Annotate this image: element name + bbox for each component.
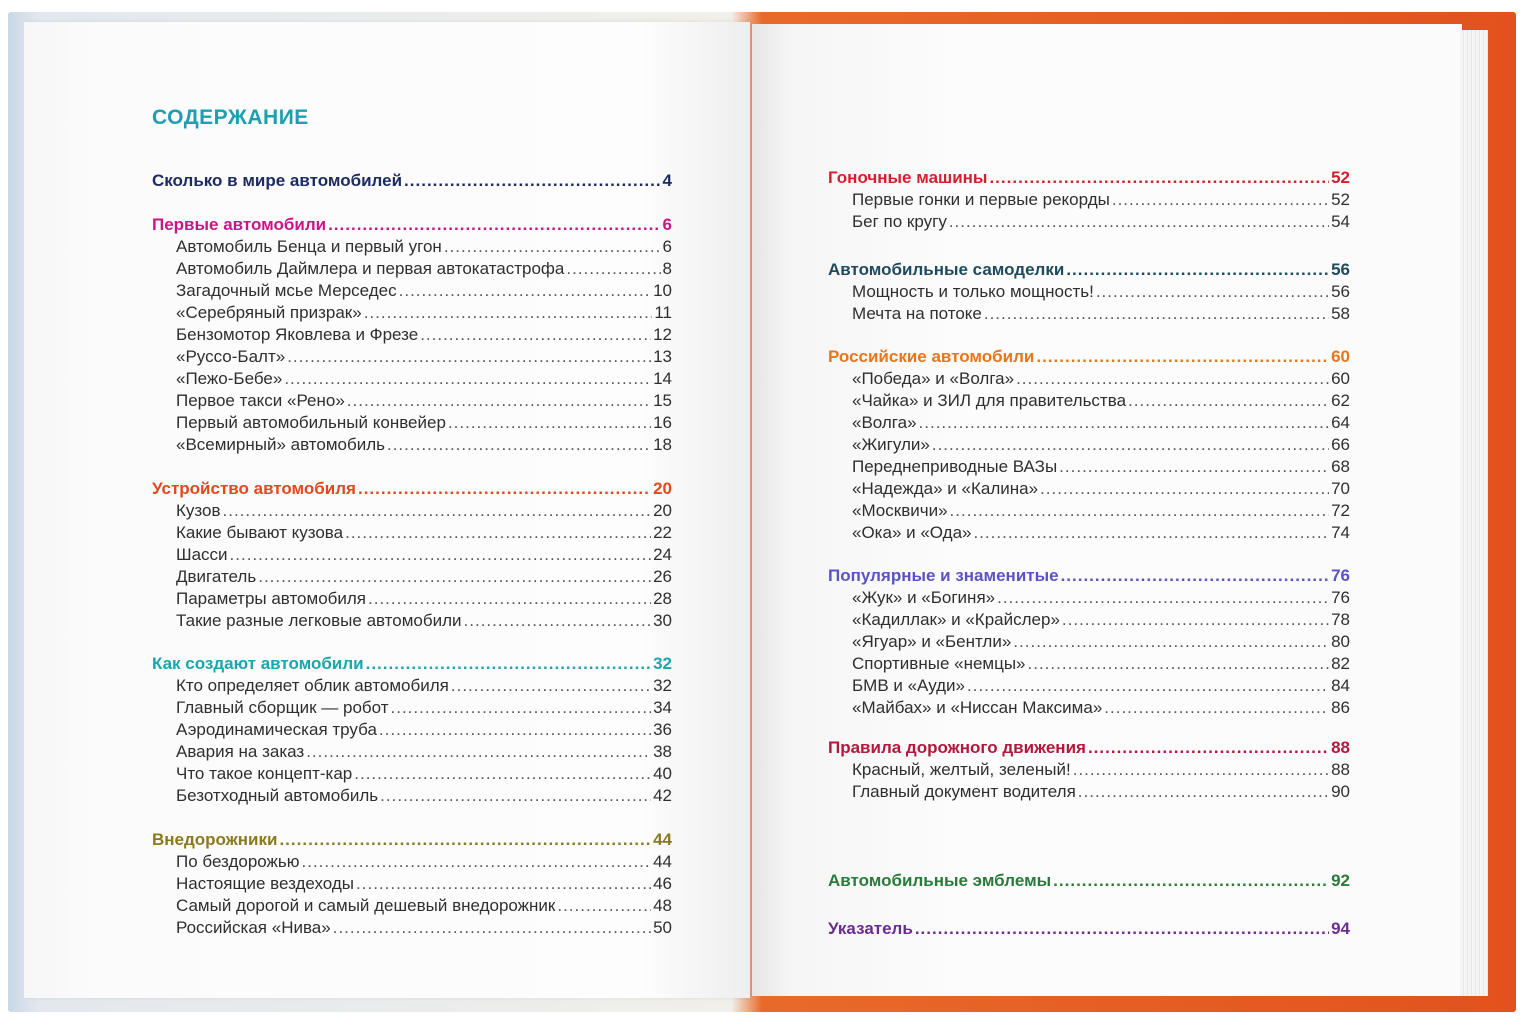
toc-page-number: 66: [1331, 435, 1350, 454]
toc-dot-leader: [356, 873, 651, 895]
toc-section-right-25: [828, 870, 1350, 892]
toc-title: Параметры автомобиля: [176, 589, 367, 608]
toc-entry-right-11: [852, 456, 1350, 478]
toc-page-number: 52: [1331, 190, 1350, 209]
toc-dot-leader: [997, 587, 1329, 609]
toc-entry-right-7: [852, 368, 1350, 390]
toc-title: «Победа» и «Волга»: [852, 369, 1015, 388]
toc-dot-leader: [258, 566, 651, 588]
toc-dot-leader: [949, 211, 1329, 233]
toc-page-number: 14: [653, 369, 672, 388]
toc-title: Первые гонки и первые рекорды: [852, 190, 1110, 209]
toc-page-number: 12: [653, 325, 672, 344]
toc-entry-right-13: [852, 500, 1350, 522]
toc-dot-leader: [302, 851, 652, 873]
toc-page-number: 6: [662, 237, 672, 256]
toc-title: Кузов: [176, 501, 221, 520]
toc-title: Указатель: [828, 919, 913, 938]
toc-page-number: 94: [1331, 919, 1350, 938]
toc-dot-leader: [380, 785, 651, 807]
toc-page-number: 16: [653, 413, 672, 432]
toc-entry-right-14: [852, 522, 1350, 544]
toc-page-number: 34: [653, 698, 672, 717]
toc-dot-leader: [391, 697, 652, 719]
toc-entry-left-18: [176, 610, 672, 632]
page-edges: [1460, 30, 1488, 996]
toc-dot-leader: [287, 346, 651, 368]
toc-entry-left-21: [176, 697, 672, 719]
toc-title: «Руссо-Балт»: [176, 347, 286, 366]
toc-entry-left-24: [176, 763, 672, 785]
toc-dot-leader: [347, 390, 651, 412]
toc-dot-leader: [1112, 189, 1329, 211]
toc-title: Самый дорогой и самый дешевый внедорожник: [176, 896, 556, 915]
toc-entry-left-14: [176, 522, 672, 544]
toc-dot-leader: [230, 544, 652, 566]
toc-page-number: 10: [653, 281, 672, 300]
toc-dot-leader: [328, 214, 660, 236]
toc-title: «Волга»: [852, 413, 917, 432]
toc-page-number: 90: [1331, 782, 1350, 801]
toc-entry-left-28: [176, 873, 672, 895]
toc-title: Мечта на потоке: [852, 304, 982, 323]
toc-section-right-3: [828, 259, 1350, 281]
toc-page-number: 20: [653, 501, 672, 520]
toc-dot-leader: [306, 741, 651, 763]
toc-entry-left-5: [176, 302, 672, 324]
toc-section-right-0: [828, 167, 1350, 189]
toc-dot-leader: [366, 653, 651, 675]
toc-page-number: 11: [654, 303, 672, 322]
toc-section-right-15: [828, 565, 1350, 587]
toc-entry-right-9: [852, 412, 1350, 434]
toc-entry-right-4: [852, 281, 1350, 303]
toc-entry-right-10: [852, 434, 1350, 456]
toc-page-number: 64: [1331, 413, 1350, 432]
toc-section-left-12: [152, 478, 672, 500]
toc-title: Такие разные легковые автомобили: [176, 611, 462, 630]
toc-dot-leader: [387, 434, 651, 456]
toc-page-number: 76: [1331, 566, 1350, 585]
toc-entry-left-6: [176, 324, 672, 346]
toc-page-number: 26: [653, 567, 672, 586]
toc-title: Первые автомобили: [152, 215, 327, 234]
toc-entry-left-27: [176, 851, 672, 873]
toc-title: «Жигули»: [852, 435, 930, 454]
toc-heading: СОДЕРЖАНИЕ: [152, 106, 309, 129]
toc-page-number: 15: [653, 391, 672, 410]
toc-entry-left-29: [176, 895, 672, 917]
toc-dot-leader: [1040, 478, 1329, 500]
toc-title: Автомобильные самоделки: [828, 260, 1065, 279]
toc-section-left-19: [152, 653, 672, 675]
toc-entry-right-16: [852, 587, 1350, 609]
toc-title: «Москвичи»: [852, 501, 948, 520]
toc-dot-leader: [284, 368, 651, 390]
toc-dot-leader: [1066, 259, 1329, 281]
toc-entry-right-24: [852, 781, 1350, 803]
toc-title: Внедорожники: [152, 830, 278, 849]
toc-dot-leader: [333, 917, 651, 939]
toc-entry-left-20: [176, 675, 672, 697]
toc-entry-right-18: [852, 631, 1350, 653]
toc-page-number: 54: [1331, 212, 1350, 231]
toc-title: По бездорожью: [176, 852, 300, 871]
toc-entry-left-23: [176, 741, 672, 763]
toc-page-number: 60: [1331, 347, 1350, 366]
toc-page-number: 32: [653, 676, 672, 695]
toc-title: Авария на заказ: [176, 742, 305, 761]
toc-entry-right-23: [852, 759, 1350, 781]
toc-page-number: 84: [1331, 676, 1350, 695]
toc-dot-leader: [1061, 565, 1330, 587]
toc-page-number: 18: [653, 435, 672, 454]
toc-title: Кто определяет облик автомобиля: [176, 676, 449, 695]
toc-title: Аэродинамическая труба: [176, 720, 377, 739]
toc-entry-right-5: [852, 303, 1350, 325]
toc-page-number: 60: [1331, 369, 1350, 388]
toc-page-number: 72: [1331, 501, 1350, 520]
toc-title: «Чайка» и ЗИЛ для правительства: [852, 391, 1127, 410]
toc-dot-leader: [444, 236, 661, 258]
toc-dot-leader: [279, 829, 651, 851]
toc-entry-left-4: [176, 280, 672, 302]
toc-title: БМВ и «Ауди»: [852, 676, 966, 695]
toc-title: «Ока» и «Ода»: [852, 523, 972, 542]
toc-title: Гоночные машины: [828, 168, 988, 187]
toc-dot-leader: [1104, 697, 1329, 719]
toc-title: Популярные и знаменитые: [828, 566, 1059, 585]
toc-page-number: 78: [1331, 610, 1350, 629]
toc-title: Бег по кругу: [852, 212, 947, 231]
toc-title: «Пежо-Бебе»: [176, 369, 283, 388]
toc-page-number: 50: [653, 918, 672, 937]
toc-title: Автомобиль Бенца и первый угон: [176, 237, 442, 256]
toc-title: Первый автомобильный конвейер: [176, 413, 446, 432]
toc-dot-leader: [557, 895, 651, 917]
toc-entry-right-2: [852, 211, 1350, 233]
toc-page-number: 82: [1331, 654, 1350, 673]
toc-dot-leader: [1088, 737, 1329, 759]
toc-title: «Майбах» и «Ниссан Максима»: [852, 698, 1103, 717]
toc-dot-leader: [1062, 609, 1329, 631]
toc-page-number: 32: [653, 654, 672, 673]
toc-section-left-0: [152, 170, 672, 192]
toc-entry-left-17: [176, 588, 672, 610]
toc-dot-leader: [404, 170, 660, 192]
toc-title: Спортивные «немцы»: [852, 654, 1026, 673]
toc-title: «Кадиллак» и «Крайслер»: [852, 610, 1060, 629]
toc-page-number: 88: [1331, 738, 1350, 757]
toc-entry-left-9: [176, 390, 672, 412]
toc-section-right-22: [828, 737, 1350, 759]
toc-title: Главный документ водителя: [852, 782, 1076, 801]
toc-entry-right-21: [852, 697, 1350, 719]
toc-entry-left-11: [176, 434, 672, 456]
toc-page-number: 92: [1331, 871, 1350, 890]
toc-page-number: 56: [1331, 260, 1350, 279]
toc-page-number: 88: [1331, 760, 1350, 779]
toc-title: Безотходный автомобиль: [176, 786, 379, 805]
toc-entry-right-19: [852, 653, 1350, 675]
toc-dot-leader: [984, 303, 1329, 325]
toc-entry-right-17: [852, 609, 1350, 631]
toc-page-number: 68: [1331, 457, 1350, 476]
toc-title: Мощность и только мощность!: [852, 282, 1094, 301]
toc-dot-leader: [451, 675, 651, 697]
toc-dot-leader: [1028, 653, 1330, 675]
toc-title: Главный сборщик — робот: [176, 698, 389, 717]
toc-title: «Ягуар» и «Бентли»: [852, 632, 1012, 651]
toc-title: Что такое концепт-кар: [176, 764, 353, 783]
toc-title: Как создают автомобили: [152, 654, 364, 673]
toc-dot-leader: [420, 324, 651, 346]
toc-entry-right-1: [852, 189, 1350, 211]
toc-entry-left-2: [176, 236, 672, 258]
toc-title: Российские автомобили: [828, 347, 1035, 366]
toc-page-number: 8: [662, 259, 672, 278]
toc-page-number: 38: [653, 742, 672, 761]
toc-page-number: 40: [653, 764, 672, 783]
toc-page-number: 28: [653, 589, 672, 608]
toc-title: «Жук» и «Богиня»: [852, 588, 996, 607]
toc-dot-leader: [1078, 781, 1329, 803]
toc-title: Переднеприводные ВАЗы: [852, 457, 1058, 476]
toc-page-number: 70: [1331, 479, 1350, 498]
toc-title: Сколько в мире автомобилей: [152, 171, 403, 190]
toc-section-left-26: [152, 829, 672, 851]
toc-title: Двигатель: [176, 567, 257, 586]
toc-entry-left-22: [176, 719, 672, 741]
toc-dot-leader: [345, 522, 651, 544]
toc-dot-leader: [1096, 281, 1329, 303]
toc-dot-leader: [1128, 390, 1329, 412]
toc-dot-leader: [1013, 631, 1329, 653]
toc-dot-leader: [364, 302, 653, 324]
toc-title: «Надежда» и «Калина»: [852, 479, 1039, 498]
toc-title: Шасси: [176, 545, 228, 564]
toc-page-number: 42: [653, 786, 672, 805]
toc-entry-left-30: [176, 917, 672, 939]
toc-dot-leader: [368, 588, 651, 610]
toc-title: Бензомотор Яковлева и Фрезе: [176, 325, 419, 344]
toc-page-number: 20: [653, 479, 672, 498]
toc-dot-leader: [1053, 870, 1329, 892]
toc-page-number: 30: [653, 611, 672, 630]
toc-page-number: 4: [662, 171, 672, 190]
toc-page-number: 13: [653, 347, 672, 366]
toc-entry-right-12: [852, 478, 1350, 500]
toc-section-right-6: [828, 346, 1350, 368]
toc-page-number: 36: [653, 720, 672, 739]
toc-dot-leader: [1016, 368, 1329, 390]
toc-dot-leader: [1059, 456, 1329, 478]
toc-dot-leader: [1036, 346, 1329, 368]
toc-title: Первое такси «Рено»: [176, 391, 345, 410]
toc-entry-left-3: [176, 258, 672, 280]
toc-page-number: 86: [1331, 698, 1350, 717]
toc-page-number: 46: [653, 874, 672, 893]
toc-title: Правила дорожного движения: [828, 738, 1086, 757]
toc-title: Устройство автомобиля: [152, 479, 356, 498]
toc-title: Российская «Нива»: [176, 918, 331, 937]
toc-dot-leader: [967, 675, 1329, 697]
toc-entry-left-13: [176, 500, 672, 522]
toc-title: «Всемирный» автомобиль: [176, 435, 385, 454]
toc-dot-leader: [448, 412, 651, 434]
toc-entry-right-8: [852, 390, 1350, 412]
toc-entry-right-20: [852, 675, 1350, 697]
toc-page-number: 44: [653, 830, 672, 849]
toc-dot-leader: [358, 478, 651, 500]
toc-section-left-1: [152, 214, 672, 236]
toc-entry-left-8: [176, 368, 672, 390]
toc-title: Загадочный мсье Мерседес: [176, 281, 397, 300]
toc-page-number: 44: [653, 852, 672, 871]
toc-dot-leader: [566, 258, 660, 280]
toc-page-number: 62: [1331, 391, 1350, 410]
toc-page-number: 74: [1331, 523, 1350, 542]
toc-page-number: 80: [1331, 632, 1350, 651]
toc-title: Какие бывают кузова: [176, 523, 344, 542]
toc-entry-left-10: [176, 412, 672, 434]
toc-dot-leader: [223, 500, 652, 522]
toc-title: Красный, желтый, зеленый!: [852, 760, 1071, 779]
toc-dot-leader: [1073, 759, 1329, 781]
toc-dot-leader: [354, 763, 651, 785]
toc-entry-left-7: [176, 346, 672, 368]
toc-page-number: 56: [1331, 282, 1350, 301]
toc-entry-left-25: [176, 785, 672, 807]
toc-title: Настоящие вездеходы: [176, 874, 355, 893]
toc-title: Автомобиль Даймлера и первая автокатастрофа: [176, 259, 565, 278]
toc-dot-leader: [915, 918, 1329, 940]
toc-title: Автомобильные эмблемы: [828, 871, 1052, 890]
toc-section-right-26: [828, 918, 1350, 940]
toc-dot-leader: [932, 434, 1329, 456]
toc-dot-leader: [399, 280, 651, 302]
toc-page-number: 24: [653, 545, 672, 564]
toc-dot-leader: [919, 412, 1330, 434]
toc-title: «Серебряный призрак»: [176, 303, 362, 322]
toc-entry-left-16: [176, 566, 672, 588]
toc-dot-leader: [379, 719, 651, 741]
toc-dot-leader: [950, 500, 1330, 522]
toc-page-number: 76: [1331, 588, 1350, 607]
toc-entry-left-15: [176, 544, 672, 566]
toc-dot-leader: [973, 522, 1329, 544]
toc-page-number: 58: [1331, 304, 1350, 323]
toc-dot-leader: [989, 167, 1329, 189]
toc-page-number: 48: [653, 896, 672, 915]
toc-dot-leader: [464, 610, 652, 632]
toc-page-number: 52: [1331, 168, 1350, 187]
toc-page-number: 6: [662, 215, 672, 234]
toc-page-number: 22: [653, 523, 672, 542]
